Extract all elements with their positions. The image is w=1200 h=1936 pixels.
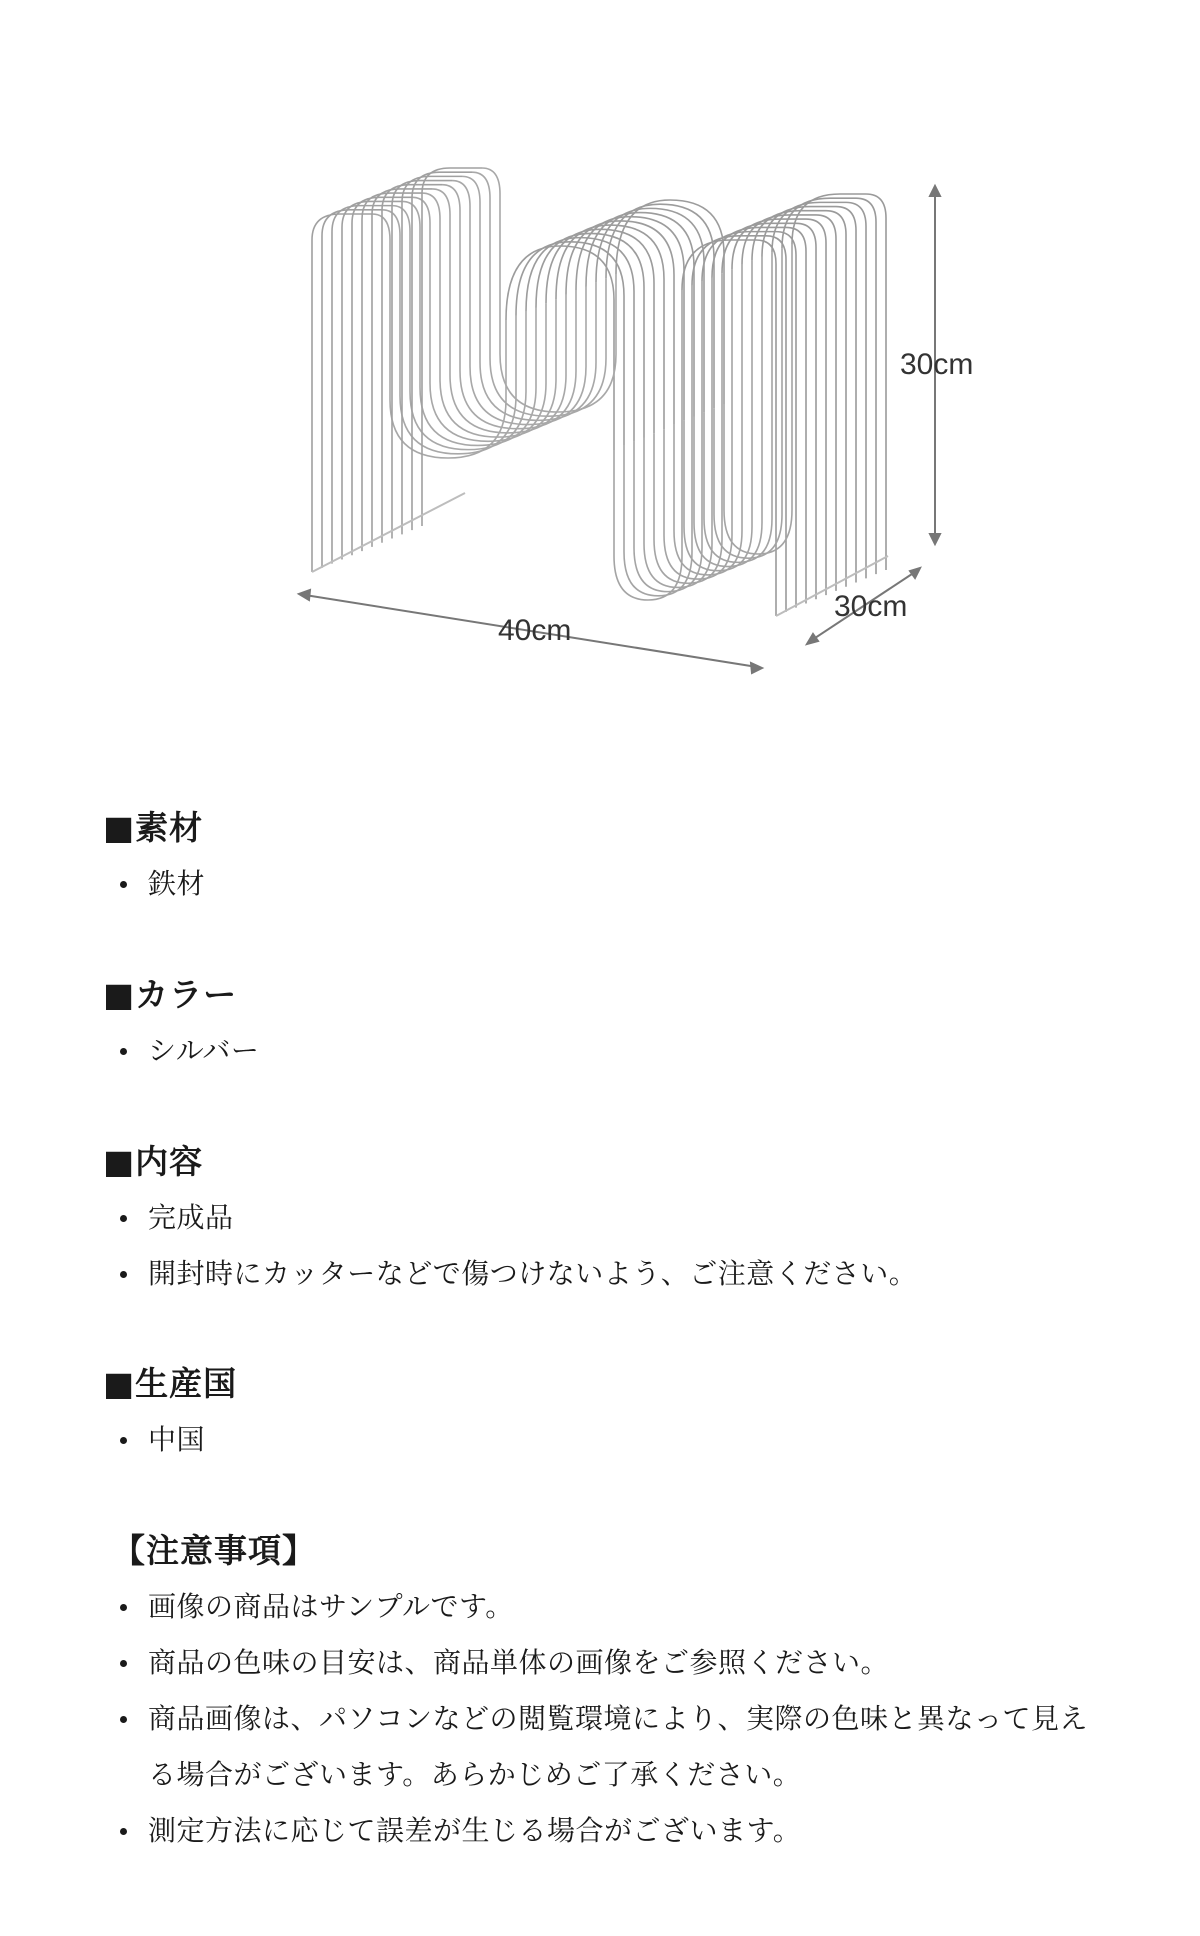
contents-list — [103, 1190, 1103, 1302]
section-heading: 【注意事項】 — [112, 1531, 316, 1570]
magazine-rack-illustration — [312, 168, 888, 616]
origin-list — [103, 1412, 1103, 1468]
section-heading: ■内容 — [103, 1142, 204, 1181]
list-item: 開封時にカッターなどで傷つけないよう、ご注意ください。 — [103, 1246, 1103, 1302]
dimension-height-label: 30cm — [900, 348, 974, 381]
list-item: 画像の商品はサンプルです。 — [103, 1579, 1092, 1635]
section-heading: ■カラー — [103, 975, 238, 1014]
list-item: 中国 — [103, 1412, 1103, 1468]
color-list — [103, 1023, 1103, 1079]
dimension-depth-label: 30cm — [834, 590, 908, 623]
dimension-width-label: 40cm — [498, 614, 572, 647]
list-item: 商品の色味の目安は、商品単体の画像をご参照ください。 — [103, 1635, 1092, 1691]
list-item: 鉄材 — [103, 856, 1103, 912]
notes-section — [112, 1529, 1092, 1859]
color-section — [103, 973, 1103, 1079]
origin-section — [103, 1362, 1103, 1468]
section-heading: ■生産国 — [103, 1364, 238, 1403]
list-item: 測定方法に応じて誤差が生じる場合がございます。 — [103, 1803, 1092, 1859]
contents-section — [103, 1140, 1103, 1302]
section-heading: ■素材 — [103, 808, 204, 847]
material-list — [103, 856, 1103, 912]
list-item: シルバー — [103, 1023, 1103, 1079]
list-item: 完成品 — [103, 1190, 1103, 1246]
material-section — [103, 806, 1103, 912]
notes-list — [103, 1579, 1092, 1859]
list-item: 商品画像は、パソコンなどの閲覧環境により、実際の色味と異なって見える場合がございます。あらかじめご了承ください。 — [103, 1691, 1092, 1803]
product-dimension-image — [0, 0, 1200, 720]
